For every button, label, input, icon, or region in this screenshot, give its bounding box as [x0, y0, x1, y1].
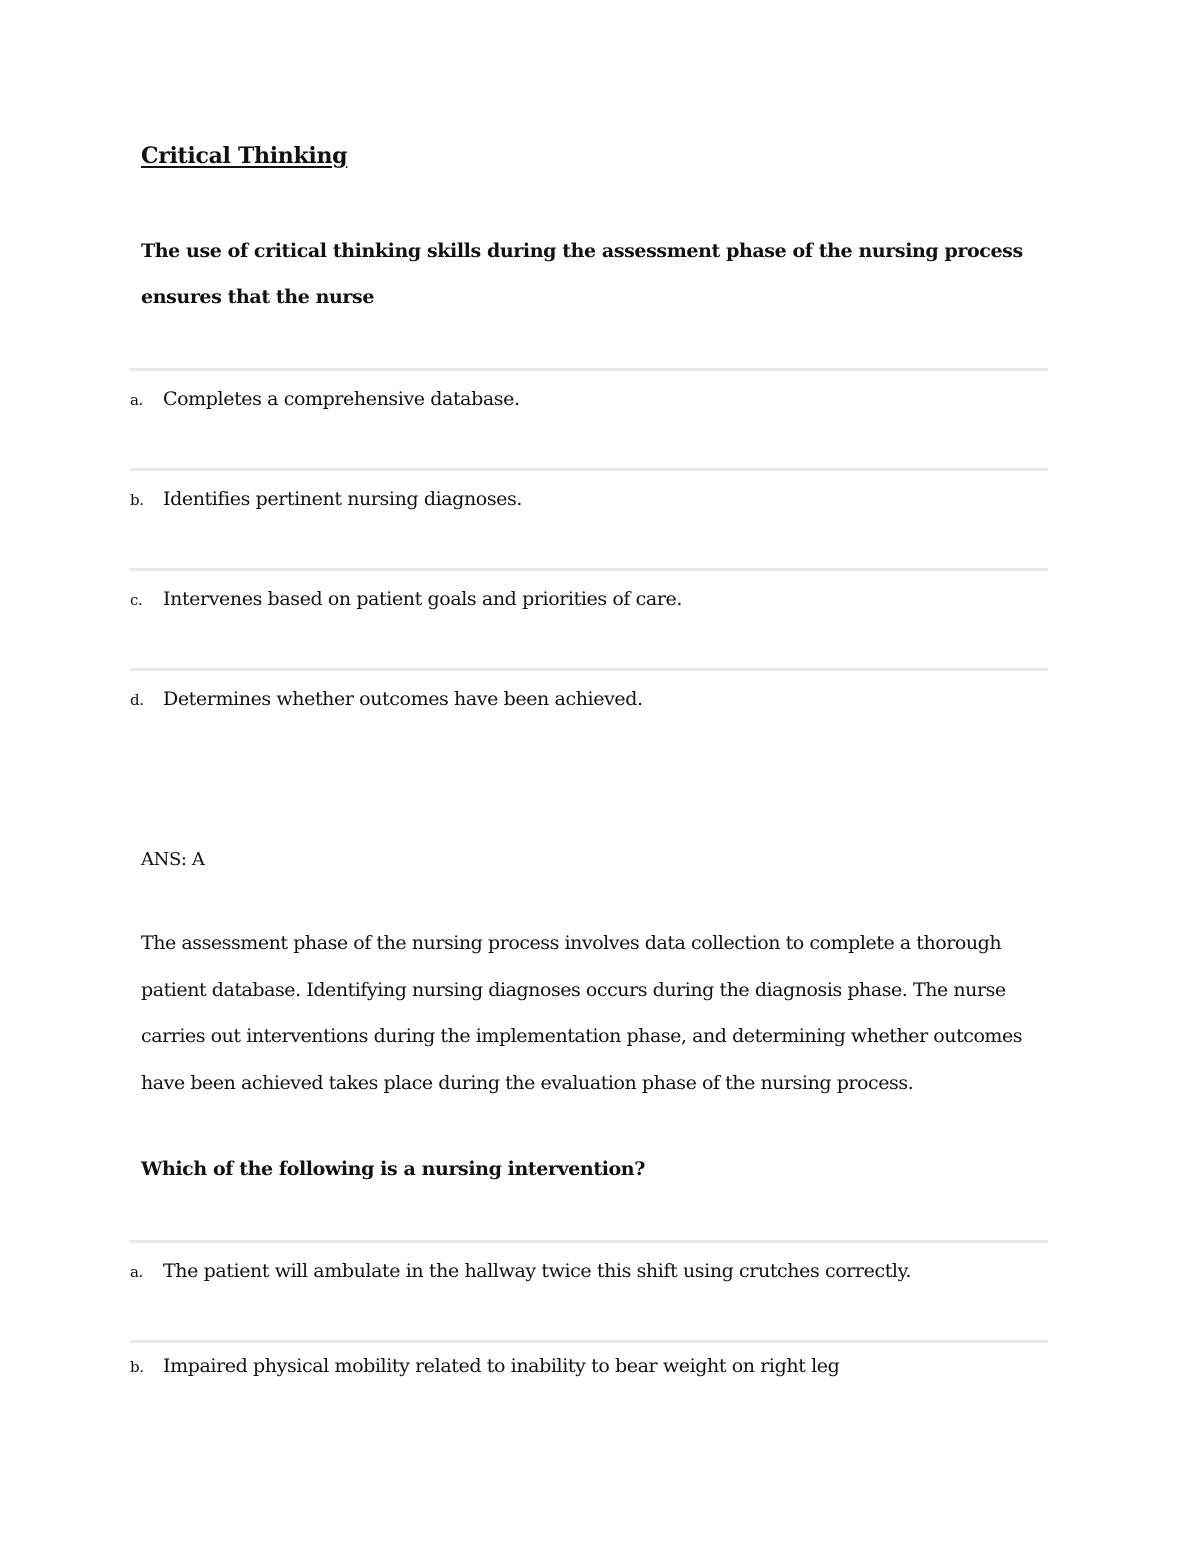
option-divider — [130, 368, 1048, 371]
question-1-stem: The use of critical thinking skills during the assessment phase of the nursing process ensures that the nurse — [141, 240, 1023, 308]
option-letter: c. — [130, 591, 143, 609]
option-text: The patient will ambulate in the hallway twice this shift using crutches correctly. — [163, 1260, 912, 1282]
question-1-option-b — [130, 488, 522, 510]
option-letter: d. — [130, 691, 144, 709]
question-1-rationale: The assessment phase of the nursing process involves data collection to complete a thorough patient database. Identifying nursing diagnoses occurs during the diagnosis phase. The nurse carries out interventions during the implementation phase, and determining whether outcomes have been achieved takes place during the evaluation phase of the nursing process. — [141, 932, 1023, 1094]
option-letter: b. — [130, 1358, 144, 1376]
question-2-option-a — [130, 1260, 911, 1282]
option-text: Identifies pertinent nursing diagnoses. — [163, 488, 523, 510]
option-letter: b. — [130, 491, 144, 509]
option-divider — [130, 1340, 1048, 1343]
question-1-option-a — [130, 388, 520, 410]
question-1-answer: ANS: A — [141, 849, 205, 870]
option-text: Intervenes based on patient goals and priorities of care. — [163, 588, 682, 610]
option-divider — [130, 568, 1048, 571]
option-text: Determines whether outcomes have been achieved. — [163, 688, 643, 710]
option-divider — [130, 1240, 1048, 1243]
document-title: Critical Thinking — [141, 143, 348, 169]
option-divider — [130, 468, 1048, 471]
option-text: Completes a comprehensive database. — [163, 388, 520, 410]
option-letter: a. — [130, 391, 143, 409]
question-2-option-b — [130, 1355, 839, 1377]
option-text: Impaired physical mobility related to inability to bear weight on right leg — [163, 1355, 840, 1377]
question-1-option-d — [130, 688, 643, 710]
question-1-option-c — [130, 588, 682, 610]
question-2-stem: Which of the following is a nursing intervention? — [141, 1158, 645, 1180]
option-letter: a. — [130, 1263, 143, 1281]
option-divider — [130, 668, 1048, 671]
